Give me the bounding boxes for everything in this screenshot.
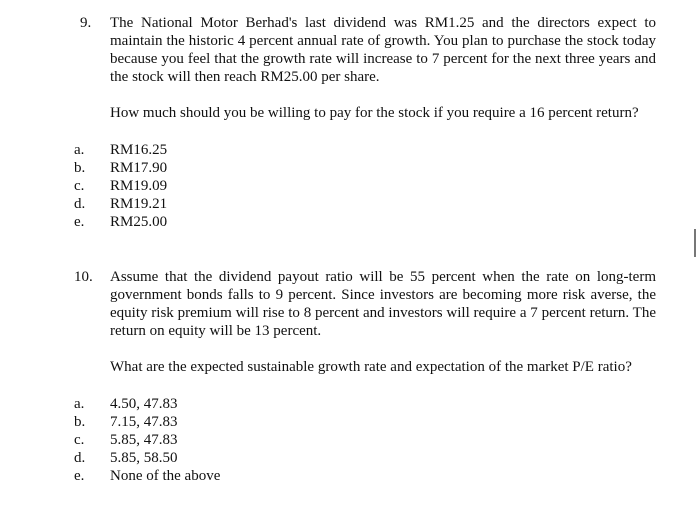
option-a [0, 141, 700, 159]
question-prompt: How much should you be willing to pay for the stock if you require a 16 percent return? [110, 105, 639, 121]
option-value: RM19.09 [110, 178, 168, 194]
option-letter: d. [74, 196, 86, 212]
option-letter: b. [74, 160, 86, 176]
option-letter: a. [74, 142, 85, 158]
option-value: RM16.25 [110, 142, 168, 158]
option-value: RM25.00 [110, 214, 168, 230]
option-value: 5.85, 47.83 [110, 432, 178, 448]
scrollbar-thumb[interactable] [694, 229, 696, 257]
option-letter: b. [74, 414, 86, 430]
option-b [0, 413, 700, 431]
option-value: RM17.90 [110, 160, 168, 176]
option-e [0, 213, 700, 231]
option-c [0, 431, 700, 449]
option-e [0, 467, 700, 485]
question-prompt: What are the expected sustainable growth rate and expectation of the market P/E ratio? [110, 359, 632, 375]
question-number: 9. [80, 15, 92, 31]
option-value: 5.85, 58.50 [110, 450, 178, 466]
option-d [0, 449, 700, 467]
option-letter: e. [74, 214, 85, 230]
option-letter: d. [74, 450, 86, 466]
option-letter: a. [74, 396, 85, 412]
answer-options [0, 395, 700, 485]
question-text: Assume that the dividend payout ratio will be 55 percent when the rate on long-term government bonds falls to 9 percent. Since investors are becoming more risk averse, the equity risk premium will rise to 8 percent and investors will require a 7 percent return. The return on equity will be 13 percent. [110, 269, 656, 339]
option-value: None of the above [110, 468, 221, 484]
option-b [0, 159, 700, 177]
option-c [0, 177, 700, 195]
option-letter: c. [74, 178, 85, 194]
question-number: 10. [74, 269, 93, 285]
option-d [0, 195, 700, 213]
answer-options [0, 141, 700, 231]
question-text: The National Motor Berhad's last dividend was RM1.25 and the directors expect to maintain the historic 4 percent annual rate of growth. You plan to purchase the stock today because you feel that the growth rate will increase to 7 percent for the next three years and the stock will then reach RM25.00 per share. [110, 15, 656, 85]
option-letter: c. [74, 432, 85, 448]
option-value: RM19.21 [110, 196, 168, 212]
option-value: 7.15, 47.83 [110, 414, 178, 430]
option-value: 4.50, 47.83 [110, 396, 178, 412]
option-letter: e. [74, 468, 85, 484]
option-a [0, 395, 700, 413]
